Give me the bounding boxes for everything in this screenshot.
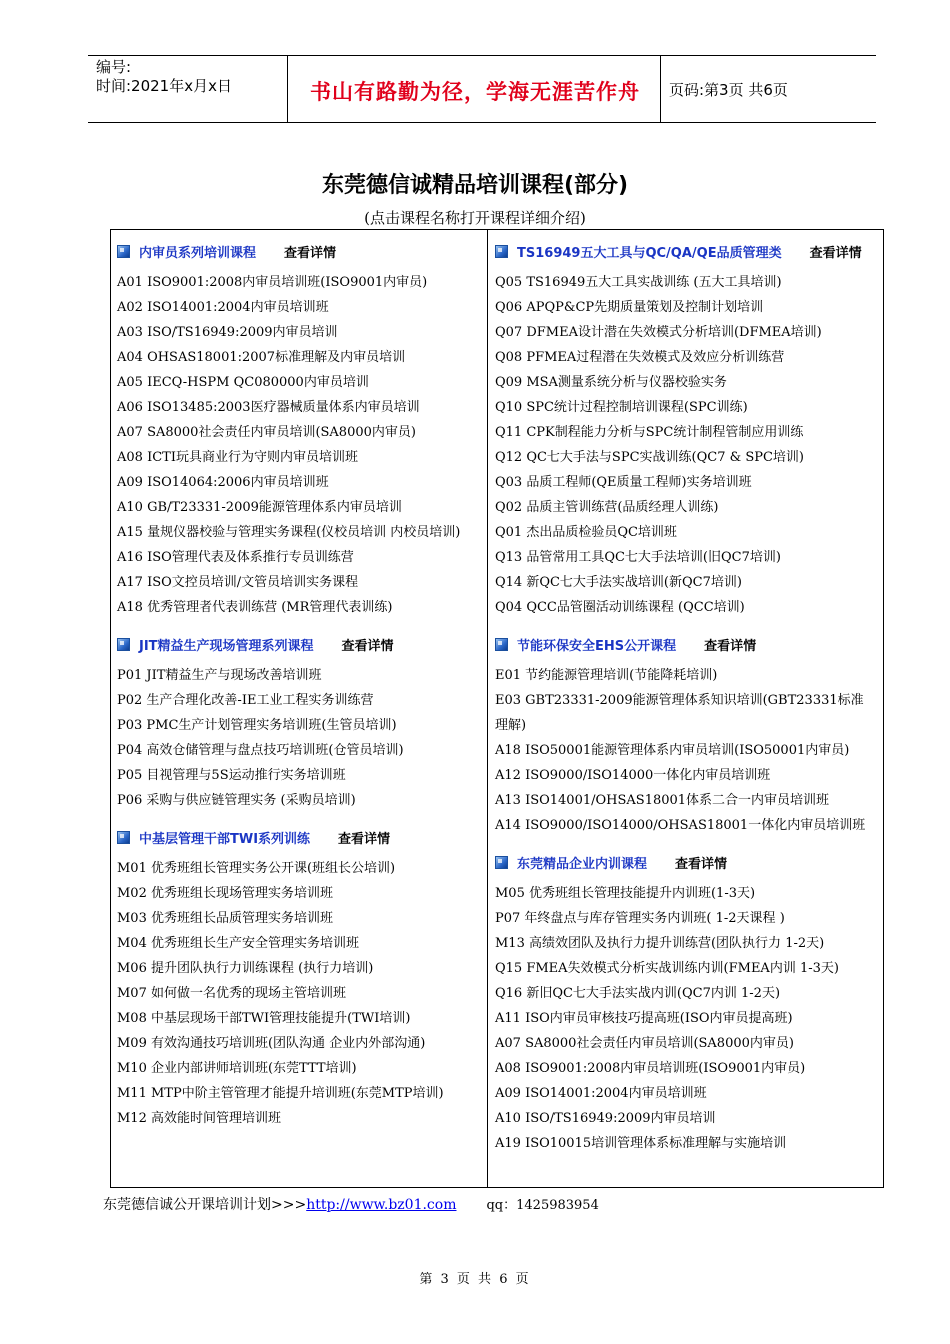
view-details-link[interactable]: 查看详情 — [809, 246, 862, 261]
course-item[interactable]: A13 ISO14001/OHSAS18001体系二合一内审员培训班 — [495, 793, 830, 808]
section-bullet-icon — [117, 638, 130, 651]
course-item[interactable]: A03 ISO/TS16949:2009内审员培训 — [117, 325, 338, 340]
course-item[interactable]: A12 ISO9000/ISO14000一体化内审员培训班 — [495, 768, 771, 783]
section-header-inhouse — [495, 852, 865, 877]
section-title-link[interactable]: TS16949五大工具与QC/QA/QE品质管理类 — [517, 246, 782, 261]
course-item[interactable]: Q11 CPK制程能力分析与SPC统计制程管制应用训练 — [495, 425, 804, 440]
course-item[interactable]: P05 目视管理与5S运动推行实务培训班 — [117, 768, 346, 783]
course-item[interactable]: M11 MTP中阶主管管理才能提升培训班(东莞MTP培训) — [117, 1086, 444, 1101]
course-item[interactable]: Q04 QCC品管圈活动训练课程 (QCC培训) — [495, 600, 745, 615]
time-label: 时间:2021年x月x日 — [96, 77, 232, 95]
course-item[interactable]: A14 ISO9000/ISO14000/OHSAS18001一体化内审员培训班 — [495, 818, 866, 833]
course-item[interactable]: Q03 品质工程师(QE质量工程师)实务培训班 — [495, 475, 752, 490]
course-table-divider — [487, 229, 488, 1188]
footer — [103, 1194, 599, 1214]
course-item[interactable]: P01 JIT精益生产与现场改善培训班 — [117, 668, 322, 683]
section-title-link[interactable]: JIT精益生产现场管理系列课程 — [139, 639, 314, 654]
course-item[interactable]: A06 ISO13485:2003医疗器械质量体系内审员培训 — [117, 400, 420, 415]
course-list — [495, 270, 865, 620]
page-number: 第 3 页 共 6 页 — [419, 1272, 531, 1287]
course-item[interactable]: M05 优秀班组长管理技能提升内训班(1-3天) — [495, 886, 756, 901]
view-details-link[interactable]: 查看详情 — [675, 857, 728, 872]
course-column-left — [117, 241, 487, 1131]
course-item[interactable]: M09 有效沟通技巧培训班(团队沟通 企业内外部沟通) — [117, 1036, 426, 1051]
footer-qq: qq：1425983954 — [486, 1198, 599, 1213]
section-header-ehs — [495, 634, 865, 659]
course-item[interactable]: A18 ISO50001能源管理体系内审员培训(ISO50001内审员) — [495, 743, 850, 758]
course-item[interactable]: A01 ISO9001:2008内审员培训班(ISO9001内审员) — [117, 275, 428, 290]
course-item[interactable]: P06 采购与供应链管理实务 (采购员培训) — [117, 793, 356, 808]
view-details-link[interactable]: 查看详情 — [338, 832, 391, 847]
course-item[interactable]: P04 高效仓储管理与盘点技巧培训班(仓管员培训) — [117, 743, 404, 758]
section-header-twi — [117, 827, 487, 852]
course-item[interactable]: A16 ISO管理代表及体系推行专员训练营 — [117, 550, 354, 565]
course-item[interactable]: A09 ISO14001:2004内审员培训班 — [495, 1086, 707, 1101]
course-item[interactable]: M07 如何做一名优秀的现场主管培训班 — [117, 986, 346, 1001]
course-item[interactable]: A07 SA8000社会责任内审员培训(SA8000内审员) — [117, 425, 416, 440]
section-header-internal-auditor — [117, 241, 487, 266]
header-divider-right — [660, 55, 661, 122]
section-header-quality-tools — [495, 241, 865, 266]
section-bullet-icon — [495, 856, 508, 869]
course-item[interactable]: P07 年终盘点与库存管理实务内训班( 1-2天课程 ) — [495, 911, 785, 926]
course-item[interactable]: Q06 APQP&CP先期质量策划及控制计划培训 — [495, 300, 764, 315]
course-item[interactable]: M08 中基层现场干部TWI管理技能提升(TWI培训) — [117, 1011, 411, 1026]
course-list — [495, 663, 865, 838]
course-item[interactable]: Q16 新旧QC七大手法实战内训(QC7内训 1-2天) — [495, 986, 781, 1001]
course-item[interactable]: Q15 FMEA失效模式分析实战训练内训(FMEA内训 1-3天) — [495, 961, 839, 976]
course-item[interactable]: Q01 杰出品质检验员QC培训班 — [495, 525, 677, 540]
course-item[interactable]: Q12 QC七大手法与SPC实战训练(QC7 & SPC培训) — [495, 450, 804, 465]
course-item[interactable]: M10 企业内部讲师培训班(东莞TTT培训) — [117, 1061, 357, 1076]
footer-text: 东莞德信诚公开课培训计划>>> — [103, 1197, 307, 1213]
course-list — [117, 856, 487, 1131]
header-meta — [96, 58, 232, 96]
course-item[interactable]: A05 IECQ-HSPM QC080000内审员培训 — [117, 375, 369, 390]
view-details-link[interactable]: 查看详情 — [704, 639, 757, 654]
page-title: 东莞德信诚精品培训课程(部分) — [321, 173, 629, 198]
section-bullet-icon — [495, 638, 508, 651]
header-page-info: 页码:第3页 共6页 — [669, 81, 788, 99]
course-item[interactable]: A08 ISO9001:2008内审员培训班(ISO9001内审员) — [495, 1061, 806, 1076]
section-title-link[interactable]: 节能环保安全EHS公开课程 — [517, 639, 677, 654]
course-item[interactable]: A18 优秀管理者代表训练营 (MR管理代表训练) — [117, 600, 393, 615]
course-item[interactable]: M03 优秀班组长品质管理实务培训班 — [117, 911, 333, 926]
course-list — [495, 881, 865, 1156]
course-item[interactable]: E03 GBT23331-2009能源管理体系知识培训(GBT23331标准理解) — [495, 693, 864, 733]
header-top-rule — [88, 55, 876, 56]
course-list — [117, 663, 487, 813]
course-item[interactable]: Q13 品管常用工具QC七大手法培训(旧QC7培训) — [495, 550, 781, 565]
course-item[interactable]: Q09 MSA测量系统分析与仪器校验实务 — [495, 375, 727, 390]
course-item[interactable]: A11 ISO内审员审核技巧提高班(ISO内审员提高班) — [495, 1011, 793, 1026]
header-divider-left — [287, 55, 288, 122]
section-title-link[interactable]: 东莞精品企业内训课程 — [517, 857, 648, 872]
course-item[interactable]: A09 ISO14064:2006内审员培训班 — [117, 475, 329, 490]
course-item[interactable]: M02 优秀班组长现场管理实务培训班 — [117, 886, 333, 901]
header-bottom-rule — [88, 122, 876, 123]
course-item[interactable]: Q10 SPC统计过程控制培训课程(SPC训练) — [495, 400, 748, 415]
course-column-right — [495, 241, 865, 1156]
serial-label: 编号: — [96, 58, 132, 76]
course-item[interactable]: A10 ISO/TS16949:2009内审员培训 — [495, 1111, 716, 1126]
course-item[interactable]: E01 节约能源管理培训(节能降耗培训) — [495, 668, 718, 683]
course-item[interactable]: Q08 PFMEA过程潜在失效模式及效应分析训练营 — [495, 350, 785, 365]
course-item[interactable]: P02 生产合理化改善-IE工业工程实务训练营 — [117, 693, 374, 708]
course-item[interactable]: A19 ISO10015培训管理体系标准理解与实施培训 — [495, 1136, 787, 1151]
course-item[interactable]: M06 提升团队执行力训练课程 (执行力培训) — [117, 961, 374, 976]
course-item[interactable]: A17 ISO文控员培训/文管员培训实务课程 — [117, 575, 359, 590]
section-title-link[interactable]: 内审员系列培训课程 — [139, 246, 257, 261]
footer-website-link[interactable]: http://www.bz01.com — [306, 1197, 457, 1213]
course-item[interactable]: A07 SA8000社会责任内审员培训(SA8000内审员) — [495, 1036, 794, 1051]
course-item[interactable]: M12 高效能时间管理培训班 — [117, 1111, 281, 1126]
course-list — [117, 270, 487, 620]
section-bullet-icon — [117, 831, 130, 844]
page-subtitle: (点击课程名称打开课程详细介绍) — [364, 209, 586, 227]
view-details-link[interactable]: 查看详情 — [284, 246, 337, 261]
course-item[interactable]: P03 PMC生产计划管理实务培训班(生管员培训) — [117, 718, 397, 733]
course-item[interactable]: A15 量规仪器校验与管理实务课程(仪校员培训 内校员培训) — [117, 525, 461, 540]
section-title-link[interactable]: 中基层管理干部TWI系列训练 — [139, 832, 311, 847]
section-bullet-icon — [495, 245, 508, 258]
course-item[interactable]: Q02 品质主管训练营(品质经理人训练) — [495, 500, 719, 515]
header-motto: 书山有路勤为径，学海无涯苦作舟 — [310, 80, 640, 104]
course-item[interactable]: Q05 TS16949五大工具实战训练 (五大工具培训) — [495, 275, 782, 290]
course-item[interactable]: M13 高绩效团队及执行力提升训练营(团队执行力 1-2天) — [495, 936, 825, 951]
course-item[interactable]: A04 OHSAS18001:2007标准理解及内审员培训 — [117, 350, 406, 365]
course-item[interactable]: Q14 新QC七大手法实战培训(新QC7培训) — [495, 575, 742, 590]
course-item[interactable]: Q07 DFMEA设计潜在失效模式分析培训(DFMEA培训) — [495, 325, 822, 340]
course-item[interactable]: M04 优秀班组长生产安全管理实务培训班 — [117, 936, 359, 951]
course-item[interactable]: A02 ISO14001:2004内审员培训班 — [117, 300, 329, 315]
view-details-link[interactable]: 查看详情 — [341, 639, 394, 654]
course-item[interactable]: M01 优秀班组长管理实务公开课(班组长公培训) — [117, 861, 396, 876]
course-item[interactable]: A08 ICTI玩具商业行为守则内审员培训班 — [117, 450, 358, 465]
section-header-jit — [117, 634, 487, 659]
section-bullet-icon — [117, 245, 130, 258]
course-item[interactable]: A10 GB/T23331-2009能源管理体系内审员培训 — [117, 500, 402, 515]
